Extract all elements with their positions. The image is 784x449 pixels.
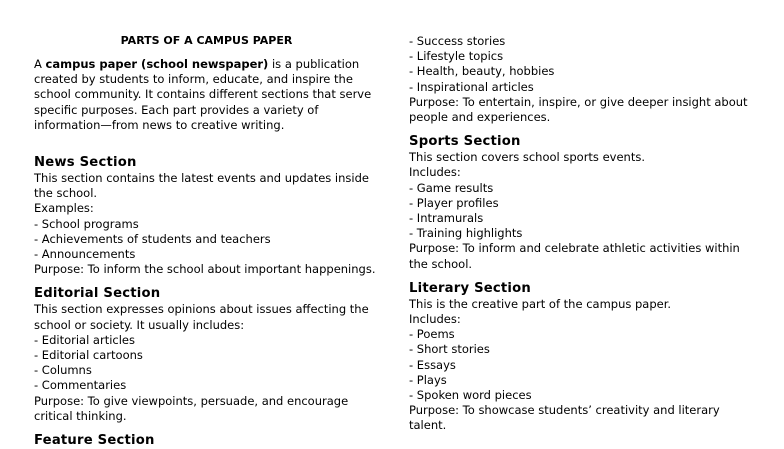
list-item: - Success stories [409,34,506,48]
literary-section [409,280,754,434]
news-list-label: Examples: [34,201,94,216]
list-item: - Columns [34,363,92,378]
sports-description: This section covers school sports events. [409,150,645,165]
editorial-purpose: Purpose: To give viewpoints, persuade, and encourage critical thinking. [34,393,349,423]
editorial-heading: Editorial Section [34,286,161,302]
list-item: - Commentaries [34,378,127,393]
intro-text: is a publication created by students to inform, educate, and inspire the school community. It contains different sections that serve specific purposes. Each part provides a variety of information—from news to creative writing. [34,57,372,132]
intro-prefix: A [34,57,46,71]
editorial-section [34,285,379,424]
list-item: - Spoken word pieces [409,388,532,403]
left-column [34,0,379,449]
sports-heading: Sports Section [409,134,521,150]
list-item: - Intramurals [409,211,484,226]
feature-heading: Feature Section [34,433,155,449]
right-column [409,0,754,434]
list-item: - Game results [409,180,494,195]
list-item: - Editorial cartoons [34,348,143,363]
list-item: - Short stories [409,342,490,357]
feature-purpose: Purpose: To entertain, inspire, or give deeper insight about people and experiences. [409,94,748,125]
literary-heading: Literary Section [409,280,531,296]
literary-description: This is the creative part of the campus paper. [409,296,672,311]
literary-list-label: Includes: [409,312,461,327]
list-item: - Health, beauty, hobbies [409,64,555,79]
list-item: - Plays [409,372,447,387]
list-item: - Poems [409,327,455,342]
list-item: - Announcements [34,247,136,262]
sports-purpose: Purpose: To inform and celebrate athletic activities within the school. [409,241,740,271]
editorial-description: This section expresses opinions about issues affecting the school or society. It usually includes: [34,302,369,332]
list-item: - Essays [409,357,456,372]
news-purpose: Purpose: To inform the school about important happenings. [34,262,376,277]
sports-list-label: Includes: [409,165,461,180]
intro-term: campus paper (school newspaper) [45,57,269,71]
list-item: - Achievements of students and teachers [34,231,271,246]
list-item: - Player profiles [409,195,499,210]
news-section [34,154,379,277]
intro-paragraph [34,57,379,133]
news-heading: News Section [34,155,137,171]
sports-section [409,133,754,272]
news-description: This section contains the latest events and updates inside the school. [34,171,369,201]
list-item: - Training highlights [409,226,523,241]
list-item: - School programs [34,216,139,231]
feature-section-continued [409,34,754,125]
list-item: - Inspirational articles [409,79,534,94]
document-title: PARTS OF A CAMPUS PAPER [120,34,293,47]
list-item: - Editorial articles [34,332,135,347]
list-item: - Lifestyle topics [409,49,504,64]
literary-purpose: Purpose: To showcase students’ creativity and literary talent. [409,403,720,433]
